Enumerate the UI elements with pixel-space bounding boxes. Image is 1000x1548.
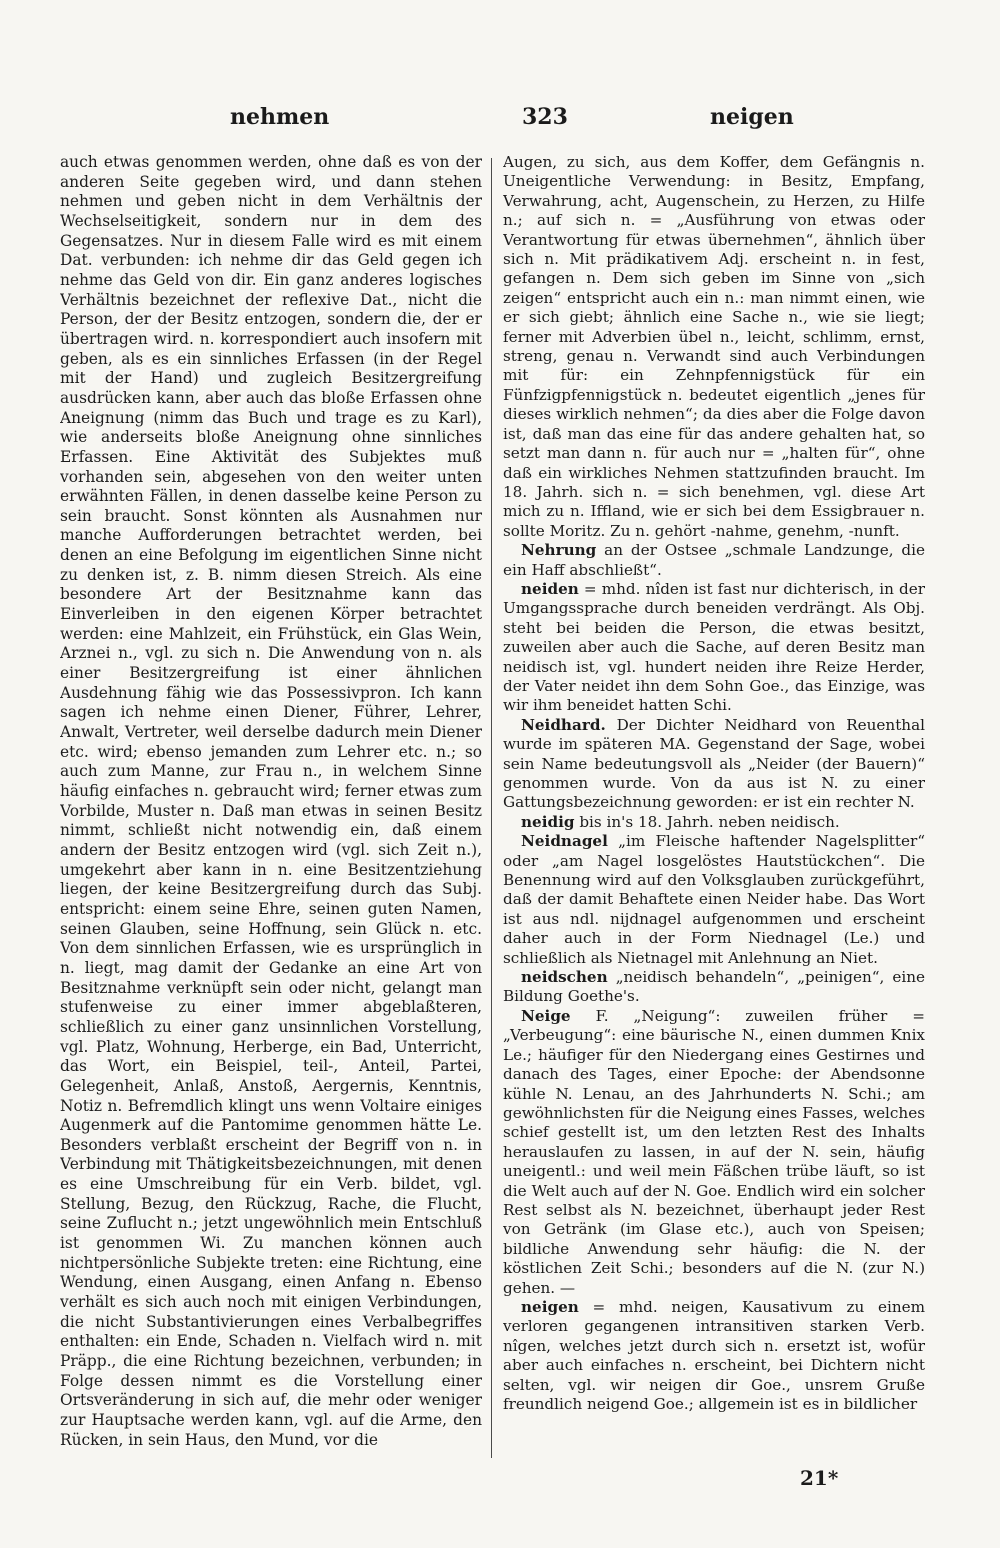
entry-neidhard	[503, 716, 925, 813]
entry-neigen	[503, 1298, 925, 1414]
entry-headword: neiden	[521, 579, 579, 598]
entry-headword: Neidhard.	[521, 715, 606, 734]
entry-neiden	[503, 580, 925, 716]
entry-headword: Neige	[521, 1006, 571, 1025]
entry-headword: Neidnagel	[521, 832, 608, 851]
entry-headword: neidschen	[521, 968, 608, 987]
entry-headword: Nehrung	[521, 541, 597, 560]
entry-text: = mhd. neigen, Kausativum zu einem verloren gegangenen intransitiven starken Verb. nîgen, welches jetzt durch sich n. ersetzt ist, wofür aber auch einfaches n. erscheint, bei Dichtern nicht selten, vgl. wir neigen dir Goe., unsrem Gruße freundlich neigend Goe.; allgemein ist es in bildlicher	[503, 1297, 925, 1413]
page-header	[60, 104, 940, 144]
entry-neidschen	[503, 968, 925, 1007]
entry-text: „im Fleische haftender Nagelsplitter“ oder „am Nagel losgelöstes Hautstückchen“. Die Benennung wird auf den Volksglauben zurückgeführt, daß der damit Behaftete einen Neider habe. Das Wort ist aus ndl. nijdnagel aufgenommen und erscheint daher auch in der Form Niednagel (Le.) und schließlich als Nietnagel mit Anlehnung an Niet.	[503, 832, 925, 967]
entry-text: Augen, zu sich, aus dem Koffer, dem Gefängnis n. Uneigentliche Verwendung: in Besitz, Empfang, Verwahrung, acht, Augenschein, zu Herzen, zu Hilfe n.; auf sich n. = „Ausführung von etwas oder Verantwortung für etwas übernehmen“, ähnlich über sich n. Mit prädikativem Adj. erscheint n. in fest, gefangen n. Dem sich geben im Sinne von „sich zeigen“ entspricht auch ein n.: man nimmt einen, wie er sich giebt; ähnlich eine Sache n., wie sie liegt; ferner mit Adverbien übel n., leicht, schlimm, ernst, streng, genau n. Verwandt sind auch Verbindungen mit für: ein Zehnpfennigstück für ein Fünfzigpfennigstück n. bedeutet eigentlich „jenes für dieses wirklich nehmen“; da dies aber die Folge davon ist, daß man das eine für das andere gehalten hat, so setzt man dann n. für auch nur = „halten für“, ohne daß ein wirkliches Nehmen stattzufinden braucht. Im 18. Jahrh. sich n. = sich benehmen, vgl. diese Art mich zu n. Iffland, wie er sich bei dem Essigbrauer n. sollte Moritz. Zu n. gehört -nahme, genehm, -nunft.	[503, 153, 925, 540]
entry-neidnagel	[503, 832, 925, 968]
entry-text: bis in's 18. Jahrh. neben neidisch.	[579, 812, 840, 831]
left-column	[60, 153, 482, 1463]
left-running-headword: nehmen	[230, 104, 330, 130]
right-running-headword: neigen	[710, 104, 794, 130]
entry-text: = mhd. nîden ist fast nur dichterisch, in der Umgangssprache durch beneiden verdrängt. Als Obj. steht bei beiden die Person, die etwas besitzt, zuweilen aber auch die Sache, auf deren Besitz man neidisch ist, vgl. hundert neiden ihre Reize Herder, der Vater neidet ihn dem Sohn Goe., das Einzige, was wir ihm beneidet hatten Schi.	[503, 579, 925, 715]
right-column	[503, 153, 925, 1463]
entry-neidig	[503, 813, 925, 832]
entry-headword: neidig	[521, 812, 575, 831]
entry-neige	[503, 1007, 925, 1298]
entry-text: an der Ostsee „schmale Landzunge, die ein Haff abschließt“.	[503, 541, 925, 579]
entry-text: Der Dichter Neidhard von Reuenthal wurde im späteren MA. Gegenstand der Sage, wobei sein Name bedeutungsvoll als „Neider (der Bauern)“ genommen wurde. Von da aus ist N. zu einer Gattungsbezeichnung geworden: er ist ein rechter N.	[503, 715, 925, 812]
entry-text: „neidisch behandeln“, „peinigen“, eine Bildung Goethe's.	[503, 968, 925, 1006]
entry-continuation	[503, 153, 925, 541]
signature-mark: 21*	[800, 1466, 839, 1490]
entry-nehrung	[503, 541, 925, 580]
page-number: 323	[522, 104, 568, 130]
column-divider	[491, 158, 492, 1458]
left-column-paragraph: auch etwas genommen werden, ohne daß es von der anderen Seite gegeben wird, und dann stehen nehmen und geben nicht in dem Verhältnis der Wechselseitigkeit, sondern nur in dem des Gegensatzes. Nur in diesem Falle wird es mit einem Dat. verbunden: ich nehme dir das Geld gegen ich nehme das Geld von dir. Ein ganz anderes logisches Verhältnis bezeichnet der reflexive Dat., nicht die Person, der der Besitz entzogen, sondern die, der er übertragen wird. n. korrespondiert auch insofern mit geben, als es ein sinnliches Erfassen (in der Regel mit der Hand) und zugleich Besitzergreifung ausdrücken kann, aber auch das bloße Erfassen ohne Aneignung (nimm das Buch und trage es zu Karl), wie anderseits bloße Aneignung ohne sinnliches Erfassen. Eine Aktivität des Subjektes muß vorhanden sein, abgesehen von den weiter unten erwähnten Fällen, in denen dasselbe keine Person zu sein braucht. Sonst könnten als Ausnahmen nur manche Aufforderungen betrachtet werden, bei denen an eine Befolgung im eigentlichen Sinne nicht zu denken ist, z. B. nimm diesen Streich. Als eine besondere Art der Besitznahme kann das Einverleiben in den eigenen Körper betrachtet werden: eine Mahlzeit, ein Frühstück, ein Glas Wein, Arznei n., vgl. zu sich n. Die Anwendung von n. als einer Besitzergreifung ist einer ähnlichen Ausdehnung fähig wie das Possessivpron. Ich kann sagen ich nehme einen Diener, Führer, Lehrer, Anwalt, Vertreter, weil derselbe dadurch mein Diener etc. wird; ebenso jemanden zum Lehrer etc. n.; so auch zum Manne, zur Frau n., in welchem Sinne häufig einfaches n. gebraucht wird; ferner etwas zum Vorbilde, Muster n. Daß man etwas in seinen Besitz nimmt, schließt nicht notwendig ein, daß einem andern der Besitz entzogen wird (vgl. sich Zeit n.), umgekehrt aber kann in n. eine Besitzentziehung liegen, der keine Besitzergreifung durch das Subj. entspricht: einem seine Ehre, seinen guten Namen, seinen Glauben, seine Hoffnung, sein Glück n. etc. Von dem sinnlichen Erfassen, wie es ursprünglich in n. liegt, mag damit der Gedanke an eine Art von Besitznahme verknüpft sein oder nicht, gelangt man stufenweise zu einer immer abgeblaßteren, schließlich zu einer ganz unsinnlichen Vorstellung, vgl. Platz, Wohnung, Herberge, ein Bad, Unterricht, das Wort, ein Beispiel, teil-, Anteil, Partei, Gelegenheit, Anlaß, Anstoß, Aergernis, Kenntnis, Notiz n. Befremdlich klingt uns wenn Voltaire einiges Augenmerk auf die Pantomime genommen hätte Le. Besonders verblaßt erscheint der Begriff von n. in Verbindung mit Thätigkeitsbezeichnungen, mit denen es eine Umschreibung für ein Verb. bildet, vgl. Stellung, Bezug, den Rückzug, Rache, die Flucht, seine Zuflucht n.; jetzt ungewöhnlich mein Entschluß ist genommen Wi. Zu manchen können auch nichtpersönliche Subjekte treten: eine Richtung, eine Wendung, einen Ausgang, einen Anfang n. Ebenso verhält es sich auch noch mit einigen Verbindungen, die nicht Substantivierungen eines Verbalbegriffes enthalten: ein Ende, Schaden n. Vielfach wird n. mit Präpp., die eine Richtung bezeichnen, verbunden; in Folge dessen nimmt es die Vorstellung einer Ortsveränderung in sich auf, die mehr oder weniger zur Hauptsache werden kann, vgl. auf die Arme, den Rücken, in sein Haus, den Mund, vor die	[60, 153, 482, 1449]
entry-headword: neigen	[521, 1297, 579, 1316]
entry-text: F. „Neigung“: zuweilen früher = „Verbeugung“: eine bäurische N., einen dummen Knix Le.; häufiger für den Niedergang eines Gestirnes und danach des Tages, einer Epoche: der Abendsonne kühle N. Lenau, an des Jahrhunderts N. Schi.; am gewöhnlichsten für die Neigung eines Fasses, welches schief gestellt ist, um den letzten Rest des Inhalts herauslaufen zu lassen, in auf der N. sein, häufig uneigentl.: und weil mein Fäßchen trübe läuft, so ist die Welt auch auf der N. Goe. Endlich wird ein solcher Rest selbst als N. bezeichnet, überhaupt jeder Rest von Getränk (im Glase etc.), auch von Speisen; bildliche Anwendung sehr häufig: die N. der köstlichen Zeit Schi.; besonders auf die N. (zur N.) gehen. —	[503, 1006, 925, 1297]
